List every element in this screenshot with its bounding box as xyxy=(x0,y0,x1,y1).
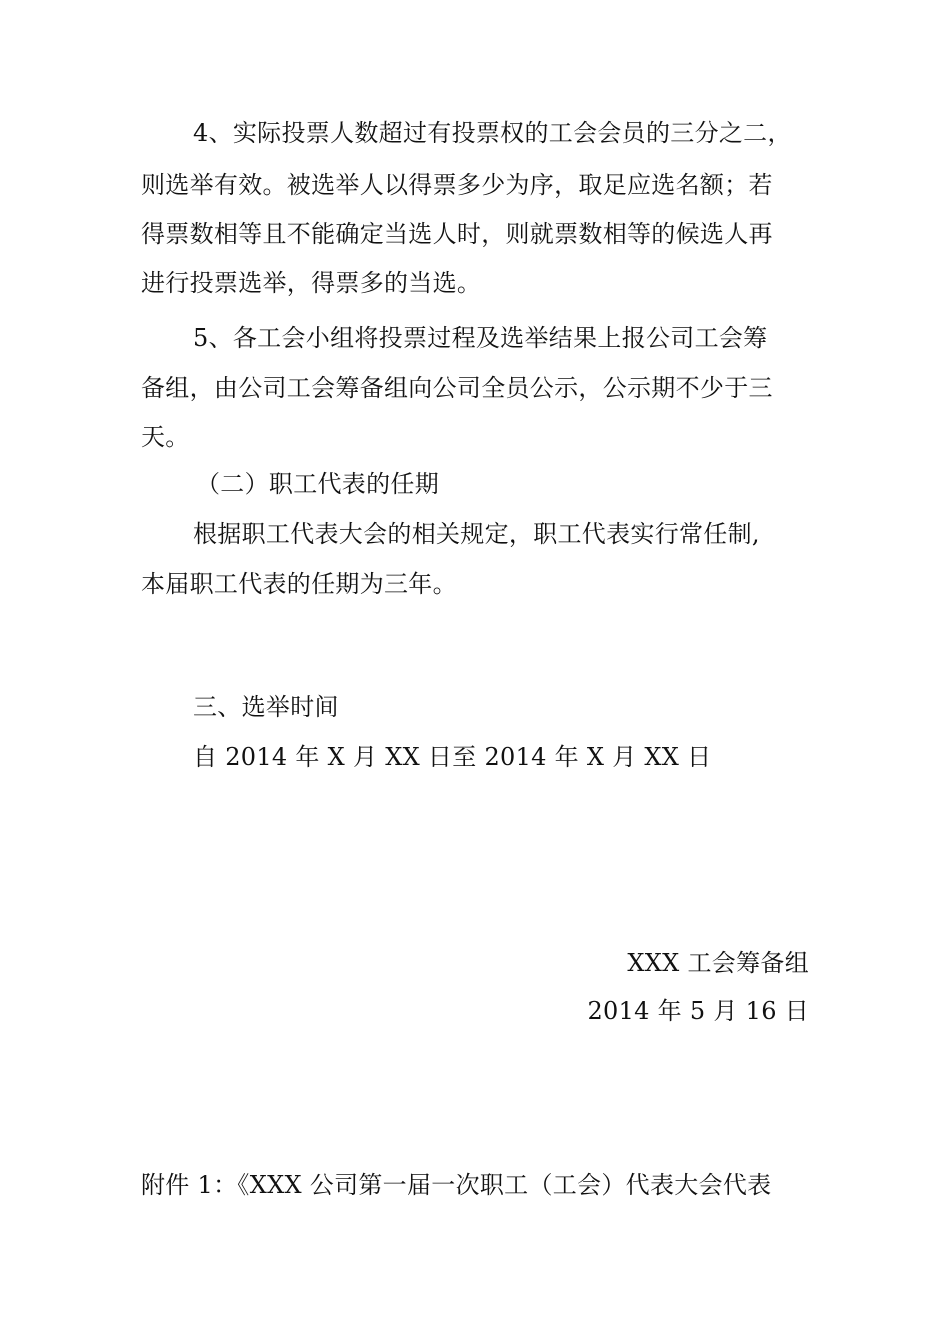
paragraph-5-line-1: 5、各工会小组将投票过程及选举结果上报公司工会筹 xyxy=(193,324,768,352)
signature-organization: XXX 工会筹备组 xyxy=(627,949,809,977)
paragraph-4-line-3: 得票数相等且不能确定当选人时，则就票数相等的候选人再 xyxy=(141,220,773,248)
paragraph-4-line-2: 则选举有效。被选举人以得票多少为序，取足应选名额；若 xyxy=(141,171,773,199)
paragraph-5-line-3: 天。 xyxy=(141,423,190,451)
paragraph-term-line-2: 本届职工代表的任期为三年。 xyxy=(141,570,457,598)
paragraph-4-line-4: 进行投票选举，得票多的当选。 xyxy=(141,269,482,297)
paragraph-5-line-2: 备组，由公司工会筹备组向公司全员公示，公示期不少于三 xyxy=(141,374,773,402)
subheading-term: （二）职工代表的任期 xyxy=(196,470,439,498)
election-period: 自 2014 年 X 月 XX 日至 2014 年 X 月 XX 日 xyxy=(193,743,712,771)
paragraph-4-line-1: 4、实际投票人数超过有投票权的工会会员的三分之二， xyxy=(193,119,792,147)
signature-date: 2014 年 5 月 16 日 xyxy=(587,997,809,1025)
paragraph-term-line-1: 根据职工代表大会的相关规定，职工代表实行常任制, xyxy=(193,520,760,548)
attachment-line: 附件 1：《XXX 公司第一届一次职工（工会）代表大会代表 xyxy=(141,1171,772,1199)
section-3-heading: 三、选举时间 xyxy=(193,693,339,721)
